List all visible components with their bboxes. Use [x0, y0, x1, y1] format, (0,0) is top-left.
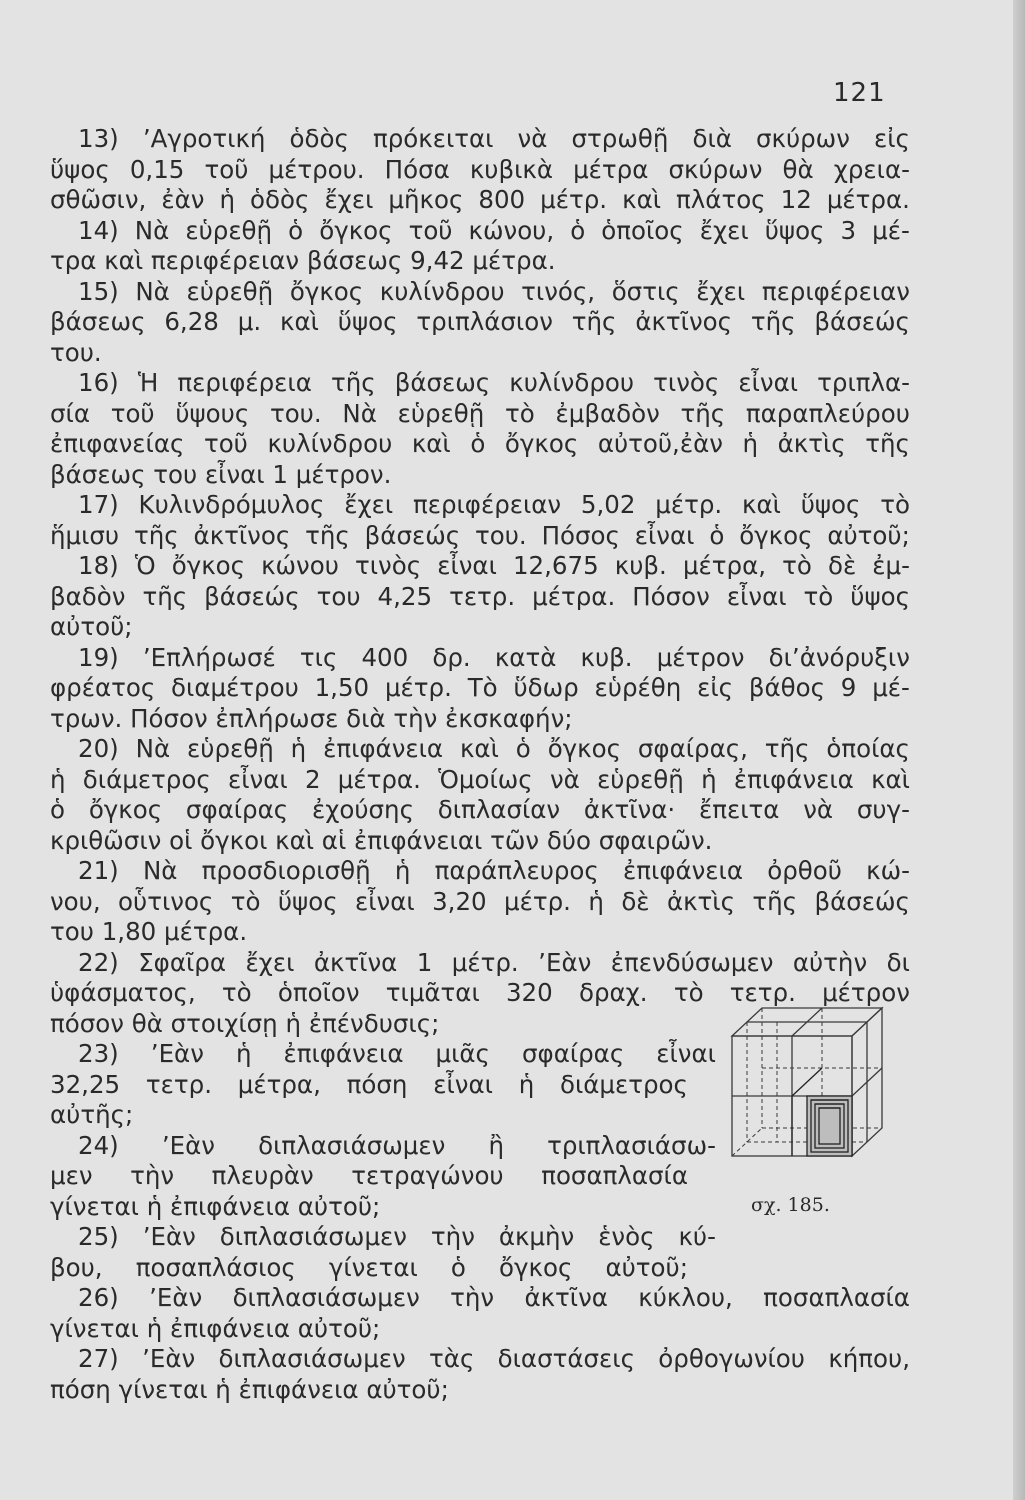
text-line: βάσεως του εἶναι 1 μέτρον.: [50, 459, 392, 489]
text-line: 19) ’Επλήρωσέ τις 400 δρ. κατὰ κυβ. μέτρον δι’ἀνόρυξιν: [78, 642, 910, 672]
text-line: 14) Νὰ εὑρεθῇ ὁ ὄγκος τοῦ κώνου, ὁ ὁποῖος ἔχει ὕψος 3 μέ-: [78, 215, 910, 245]
text-line: 18) Ὁ ὄγκος κώνου τινὸς εἶναι 12,675 κυβ. μέτρα, τὸ δὲ ἐμ-: [78, 551, 910, 580]
text-line: αὐτοῦ;: [50, 612, 133, 641]
text-line: τρα καὶ περιφέρειαν βάσεως 9,42 μέτρα.: [50, 246, 556, 275]
text-line: ὁ ὄγκος σφαίρας ἐχούσης διπλασίαν ἀκτῖνα· ἔπειτα νὰ συγ-: [50, 795, 910, 824]
text-line: 22) Σφαῖρα ἔχει ἀκτῖνα 1 μέτρ. ’Εὰν ἐπενδύσωμεν αὐτὴν δι: [78, 947, 910, 977]
cube-figure-icon: [727, 1006, 887, 1206]
page-edge: [1013, 0, 1025, 1500]
text-line: γίνεται ἡ ἐπιφάνεια αὐτοῦ;: [50, 1313, 381, 1343]
text-line: ὕψος 0,15 τοῦ μέτρου. Πόσα κυβικὰ μέτρα σκύρων θὰ χρεια-: [50, 154, 910, 184]
text-line: 32,25 τετρ. μέτρα, πόση εἶναι ἡ διάμετρος: [50, 1069, 688, 1099]
text-line: 26) ’Εὰν διπλασιάσωμεν τὴν ἀκτῖνα κύκλου, ποσαπλασία: [78, 1283, 910, 1312]
text-line: 20) Νὰ εὑρεθῇ ἡ ἐπιφάνεια καὶ ὁ ὄγκος σφαίρας, τῆς ὁποίας: [78, 734, 910, 763]
cube-figure-drawing: [727, 1006, 887, 1206]
text-line: ὑφάσματος, τὸ ὁποῖον τιμᾶται 320 δραχ. τὸ τετρ. μέτρον: [50, 978, 910, 1007]
text-line: του 1,80 μέτρα.: [50, 917, 248, 946]
text-line: 23) ’Εὰν ἡ ἐπιφάνεια μιᾶς σφαίρας εἶναι: [78, 1039, 716, 1068]
text-line: τρων. Πόσον ἐπλήρωσε διὰ τὴν ἐκσκαφήν;: [50, 703, 573, 733]
text-line: 25) ’Εὰν διπλασιάσωμεν τὴν ἀκμὴν ἑνὸς κύ-: [78, 1222, 716, 1251]
text-line: ἥμισυ τῆς ἀκτῖνος τῆς βάσεώς του. Πόσος εἶναι ὁ ὄγκος αὐτοῦ;: [50, 520, 910, 550]
text-line: βάσεως 6,28 μ. καὶ ὕψος τριπλάσιον τῆς ἀκτῖνος τῆς βάσεώς: [50, 307, 910, 336]
text-line: 24) ’Εὰν διπλασιάσωμεν ἢ τριπλασιάσω-: [78, 1130, 716, 1160]
text-line: νου, οὗτινος τὸ ὕψος εἶναι 3,20 μέτρ. ἡ δὲ ἀκτὶς τῆς βάσεώς: [50, 886, 910, 916]
text-line: του.: [50, 337, 102, 367]
text-line: 27) ’Εὰν διπλασιάσωμεν τὰς διαστάσεις ὀρθογωνίου κήπου,: [78, 1344, 910, 1373]
text-line: γίνεται ἡ ἐπιφάνεια αὐτοῦ;: [50, 1191, 381, 1221]
text-line: κριθῶσιν οἱ ὄγκοι καὶ αἱ ἐπιφάνειαι τῶν δύο σφαιρῶν.: [50, 825, 713, 855]
figure-caption: σχ. 185.: [751, 1194, 830, 1216]
text-line: πόση γίνεται ἡ ἐπιφάνεια αὐτοῦ;: [50, 1374, 449, 1404]
text-line: 16) Ἡ περιφέρεια τῆς βάσεως κυλίνδρου τινὸς εἶναι τριπλα-: [78, 368, 910, 397]
text-line: σθῶσιν, ἐὰν ἡ ὁδὸς ἔχει μῆκος 800 μέτρ. καὶ πλάτος 12 μέτρα.: [50, 185, 910, 214]
text-line: 21) Νὰ προσδιορισθῇ ἡ παράπλευρος ἐπιφάνεια ὀρθοῦ κώ-: [78, 856, 910, 885]
text-line: πόσον θὰ στοιχίσῃ ἡ ἐπένδυσις;: [50, 1008, 440, 1038]
text-line: βου, ποσαπλάσιος γίνεται ὁ ὄγκος αὐτοῦ;: [50, 1252, 688, 1282]
text-line: σία τοῦ ὕψους του. Νὰ εὑρεθῇ τὸ ἐμβαδὸν τῆς παραπλεύρου: [50, 398, 910, 428]
text-line: ἐπιφανείας τοῦ κυλίνδρου καὶ ὁ ὄγκος αὐτοῦ,ἐὰν ἡ ἀκτὶς τῆς: [50, 429, 910, 458]
text-line: 15) Νὰ εὑρεθῇ ὄγκος κυλίνδρου τινός, ὅστις ἔχει περιφέρειαν: [78, 276, 910, 306]
text-line: φρέατος διαμέτρου 1,50 μέτρ. Τὸ ὕδωρ εὑρέθη εἰς βάθος 9 μέ-: [50, 673, 910, 702]
text-line: μεν τὴν πλευρὰν τετραγώνου ποσαπλασία: [50, 1161, 688, 1190]
text-line: βαδὸν τῆς βάσεώς του 4,25 τετρ. μέτρα. Πόσον εἶναι τὸ ὕψος: [50, 581, 910, 611]
text-line: ἡ διάμετρος εἶναι 2 μέτρα. Ὁμοίως νὰ εὑρεθῇ ἡ ἐπιφάνεια καὶ: [50, 764, 910, 794]
text-line: αὐτῆς;: [50, 1100, 134, 1129]
text-line: 13) ’Αγροτική ὁδὸς πρόκειται νὰ στρωθῇ διὰ σκύρων εἰς: [78, 124, 910, 153]
page-number: 121: [833, 78, 886, 108]
text-line: 17) Κυλινδρόμυλος ἔχει περιφέρειαν 5,02 μέτρ. καὶ ὕψος τὸ: [78, 490, 910, 519]
